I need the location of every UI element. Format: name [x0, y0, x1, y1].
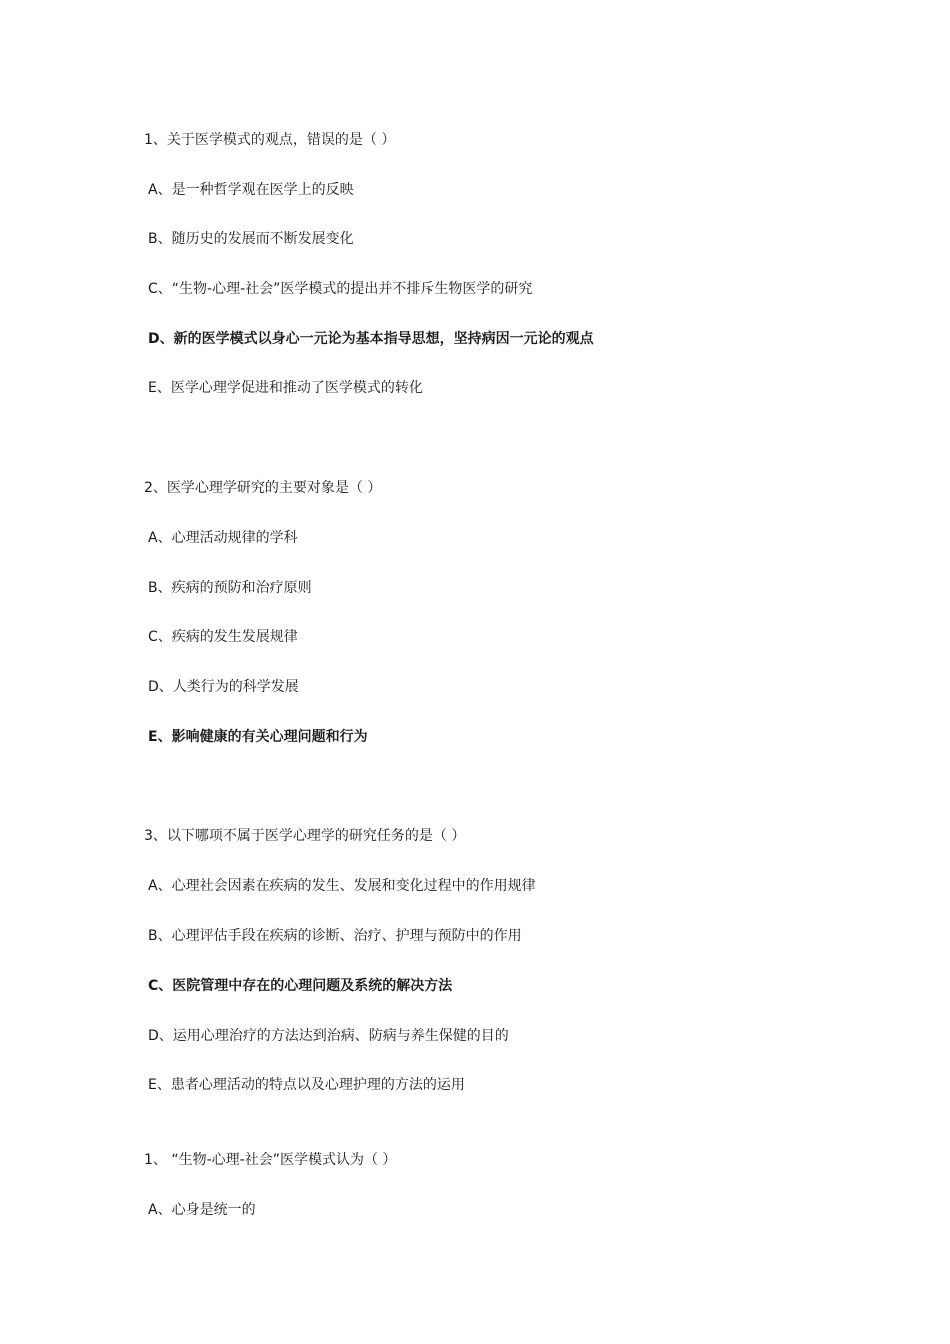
- option-a: A、是一种哲学观在医学上的反映: [148, 182, 354, 198]
- option-e: E、患者心理活动的特点以及心理护理的方法的运用: [148, 1077, 465, 1093]
- option-c-answer: C、医院管理中存在的心理问题及系统的解决方法: [148, 978, 453, 994]
- option-a: A、心理活动规律的学科: [148, 530, 298, 546]
- option-c: C、“生物-心理-社会”医学模式的提出并不排斥生物医学的研究: [148, 281, 533, 297]
- option-e-answer: E、影响健康的有关心理问题和行为: [148, 729, 368, 745]
- option-d-answer: D、新的医学模式以身心一元论为基本指导思想，坚持病因一元论的观点: [148, 331, 594, 347]
- option-b: B、疾病的预防和治疗原则: [148, 580, 312, 596]
- option-d: D、运用心理治疗的方法达到治病、防病与养生保健的目的: [148, 1028, 509, 1044]
- question-stem: 3、以下哪项不属于医学心理学的研究任务的是（ ）: [144, 828, 466, 844]
- option-c: C、疾病的发生发展规律: [148, 629, 298, 645]
- question-stem: 1、关于医学模式的观点，错误的是（ ）: [144, 132, 396, 148]
- option-b: B、心理评估手段在疾病的诊断、治疗、护理与预防中的作用: [148, 928, 522, 944]
- question-stem: 2、医学心理学研究的主要对象是（ ）: [144, 480, 382, 496]
- option-d: D、人类行为的科学发展: [148, 679, 299, 695]
- option-e: E、医学心理学促进和推动了医学模式的转化: [148, 380, 423, 396]
- option-a: A、心理社会因素在疾病的发生、发展和变化过程中的作用规律: [148, 878, 536, 894]
- option-b: B、随历史的发展而不断发展变化: [148, 231, 354, 247]
- option-a: A、心身是统一的: [148, 1202, 256, 1218]
- question-stem: 1、 “生物-心理-社会”医学模式认为（ ）: [144, 1152, 397, 1168]
